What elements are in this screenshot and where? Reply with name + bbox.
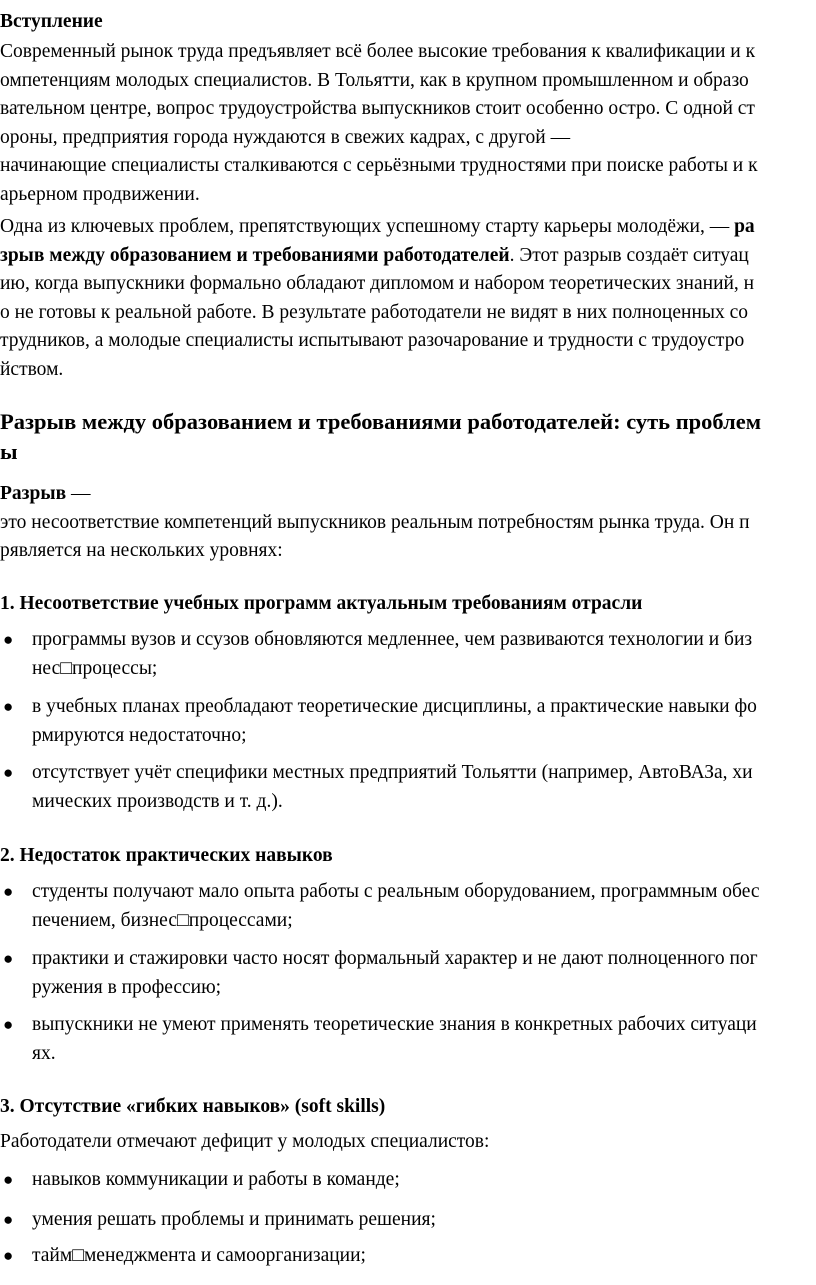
bullet-icon: ● [3,949,14,968]
list-item [0,1011,816,1068]
text-line [0,95,816,124]
text-line [0,788,816,817]
text-line [0,626,816,655]
text-line [0,974,816,1003]
text: ружения в профессию; [32,976,222,998]
text-line [0,124,816,153]
text-line [0,181,816,210]
text: . Этот разрыв создаёт ситуац [509,244,749,266]
text-line [0,759,816,788]
bullet-icon: ● [3,1170,14,1189]
text-line [0,693,816,722]
bullet-icon: ● [3,763,14,782]
bullet-icon: ● [3,630,14,649]
text: умения решать проблемы и принимать решения; [32,1209,436,1230]
text: нес□процессы; [32,657,158,679]
section-heading [0,407,816,467]
bullet-icon: ● [3,1210,14,1229]
bold-text: ра [734,216,755,237]
paragraph [0,480,816,566]
paragraph [0,213,816,384]
text-line [0,299,816,328]
list-item [0,1242,816,1271]
paragraph [0,1128,816,1157]
text: ию, когда выпускники формально обладают дипломом и набором теоретических знаний, н [0,273,755,294]
text-line [0,1128,816,1157]
text: навыков коммуникации и работы в команде; [32,1169,400,1190]
heading [0,1093,816,1122]
bullet-icon: ● [3,697,14,716]
list-item [0,1206,816,1235]
text-line [0,878,816,907]
text-line [0,722,816,751]
text-line [0,8,816,37]
text: в учебных планах преобладают теоретические дисциплины, а практические навыки фо [32,696,757,717]
bold-text: зрыв между образованием и требованиями работодателей [0,244,510,266]
text-line [0,1206,816,1235]
heading [0,8,816,37]
text: печением, бизнес□процессами; [32,909,293,931]
text: рявляется на нескольких уровнях: [0,540,283,561]
bold-text: Разрыв между образованием и требованиями работодателей: суть проблем [0,409,762,434]
text: омпетенциям молодых специалистов. В Тольятти, как в крупном промышленном и образо [0,69,749,91]
bold-text: Разрыв [0,483,67,504]
text: тайм□менеджмента и самоорганизации; [32,1245,366,1266]
text-line [0,407,816,437]
text-line [0,1040,816,1069]
bold-text: ы [0,439,18,464]
text-line [0,537,816,566]
bold-text: Вступление [0,11,103,32]
text: выпускники не умеют применять теоретические знания в конкретных рабочих ситуаци [32,1014,757,1035]
bullet-icon: ● [3,1246,14,1265]
text: арьерном продвижении. [0,183,200,205]
text: мических производств и т. д.). [32,790,283,812]
text-line [0,480,816,509]
text-line [0,1011,816,1040]
bullet-icon: ● [3,882,14,901]
text: студенты получают мало опыта работы с реальным оборудованием, программным обес [32,881,760,902]
text: вательном центре, вопрос трудоустройства выпускников стоит особенно остро. С одной ст [0,98,755,119]
text: отсутствует учёт специфики местных предприятий Тольятти (например, АвтоВАЗа, хи [32,762,753,783]
bold-text: 3. Отсутствие «гибких навыков» (soft skills) [0,1096,386,1117]
text: йством. [0,358,64,380]
text-line [0,437,816,467]
text-line [0,1242,816,1271]
text: ороны, предприятия города нуждаются в свежих кадрах, с другой — [0,126,571,148]
list-item [0,878,816,935]
text-line [0,38,816,67]
list-item [0,1166,816,1195]
text: начинающие специалисты сталкиваются с серьёзными трудностями при поиске работы и к [0,155,758,176]
bold-text: 2. Недостаток практических навыков [0,845,333,866]
text-line [0,270,816,299]
list-item [0,626,816,683]
list-item [0,945,816,1002]
text-line [0,152,816,181]
text-line [0,67,816,96]
text: практики и стажировки часто носят формальный характер и не дают полноценного пог [32,948,758,969]
bullet-icon: ● [3,1015,14,1034]
text-line [0,1166,816,1195]
text-line [0,590,816,619]
text-line [0,327,816,356]
text: о не готовы к реальной работе. В результате работодатели не видят в них полноценных со [0,301,749,323]
list-item [0,759,816,816]
text-line [0,945,816,974]
text: — [66,483,91,504]
list-item [0,693,816,750]
text-line [0,356,816,385]
bold-text: 1. Несоответствие учебных программ актуальным требованиям отрасли [0,593,643,614]
text-line [0,1093,816,1122]
text: программы вузов и ссузов обновляются медленнее, чем развиваются технологии и биз [32,629,753,650]
text-line [0,907,816,936]
text: Современный рынок труда предъявляет всё более высокие требования к квалификации и к [0,41,756,62]
heading [0,590,816,619]
text: трудников, а молодые специалисты испытывают разочарование и трудности с трудоустро [0,330,745,351]
text: Работодатели отмечают дефицит у молодых специалистов: [0,1131,490,1152]
text: Одна из ключевых проблем, препятствующих успешному старту карьеры молодёжи, — [0,216,735,237]
text-line [0,213,816,242]
text-line [0,509,816,538]
text: это несоответствие компетенций выпускников реальным потребностям рынка труда. Он п [0,511,750,533]
text: ях. [32,1042,56,1064]
heading [0,842,816,871]
text-line [0,242,816,271]
text-line [0,842,816,871]
paragraph [0,38,816,209]
text-line [0,655,816,684]
text: рмируются недостаточно; [32,724,247,746]
